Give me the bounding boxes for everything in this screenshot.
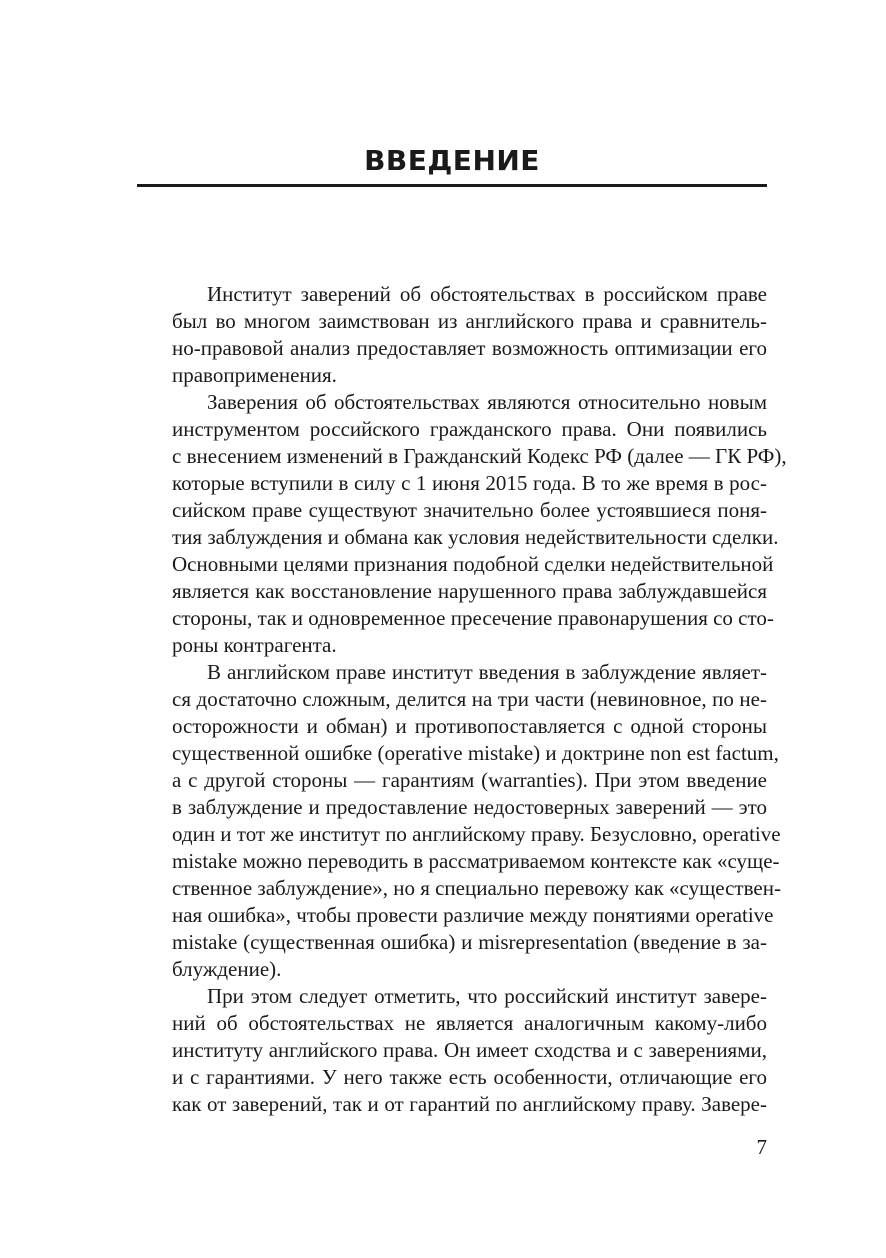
text-line: в заблуждение и предоставление недостоверных заверений — это — [172, 795, 767, 819]
paragraph-2 — [137, 389, 787, 659]
text-line: был во многом заимствован из английского права и сравнитель- — [172, 309, 767, 333]
text-line: При этом следует отметить, что российский институт заверe- — [207, 984, 767, 1008]
text-line: но-правовой анализ предоставляет возможность оптимизации его — [172, 336, 767, 360]
text-line: ная ошибка», чтобы провести различие между понятиями operative — [172, 903, 774, 927]
text-line: осторожности и обман) и противопоставляется с одной стороны — [172, 714, 767, 738]
text-line: стороны, так и одновременное пресечение правонарушения со сто- — [172, 606, 774, 630]
text-line: ственное заблуждение», но я специально перевожу как «существен- — [172, 876, 781, 900]
text-line: mistake (существенная ошибка) и misrepresentation (введение в за- — [172, 930, 767, 954]
text-line: mistake можно переводить в рассматриваемом контексте как «суще- — [172, 849, 780, 873]
text-line: инструментом российского гражданского права. Они появились — [172, 417, 767, 441]
text-line: существенной ошибке (operative mistake) и доктрине non est factum, — [172, 741, 779, 765]
chapter-title: ВВЕДЕНИЕ — [364, 144, 540, 177]
text-line: В английском праве институт введения в заблуждение являет- — [207, 660, 767, 684]
text-line: которые вступили в силу с 1 июня 2015 года. В то же время в рос- — [172, 471, 767, 495]
title-underline-rule — [137, 184, 767, 187]
text-line: сийском праве существуют значительно более устоявшиеся поня- — [172, 498, 767, 522]
text-line: а с другой стороны — гарантиям (warranties). При этом введение — [172, 768, 767, 792]
text-line: Заверения об обстоятельствах являются относительно новым — [207, 390, 767, 414]
text-line: как от заверений, так и от гарантий по английскому праву. Завере- — [172, 1092, 767, 1116]
text-line: является как восстановление нарушенного права заблуждавшейся — [172, 579, 767, 603]
text-line: ний об обстоятельствах не является аналогичным какому-либо — [172, 1011, 767, 1035]
text-line: правоприменения. — [172, 363, 337, 387]
paragraph-4 — [137, 983, 767, 1118]
text-line: тия заблуждения и обмана как условия недействительности сделки. — [172, 525, 779, 549]
body-text — [137, 281, 787, 1118]
text-line: и с гарантиями. У него также есть особенности, отличающие его — [172, 1065, 767, 1089]
text-line: Институт заверений об обстоятельствах в российском праве — [207, 282, 767, 306]
paragraph-1 — [137, 281, 767, 389]
text-line: Основными целями признания подобной сделки недействительной — [172, 552, 774, 576]
text-line: институту английского права. Он имеет сходства и с заверениями, — [172, 1038, 767, 1062]
paragraph-3 — [137, 659, 781, 983]
text-line: один и тот же институт по английскому праву. Безусловно, operative — [172, 822, 781, 846]
text-line: роны контрагента. — [172, 633, 337, 657]
text-line: с внесением изменений в Гражданский Кодекс РФ (далее — ГК РФ), — [172, 444, 787, 468]
page-number: 7 — [756, 1135, 767, 1159]
text-line: ся достаточно сложным, делится на три части (невиновное, по не- — [172, 687, 767, 711]
text-line: блуждение). — [172, 957, 282, 981]
